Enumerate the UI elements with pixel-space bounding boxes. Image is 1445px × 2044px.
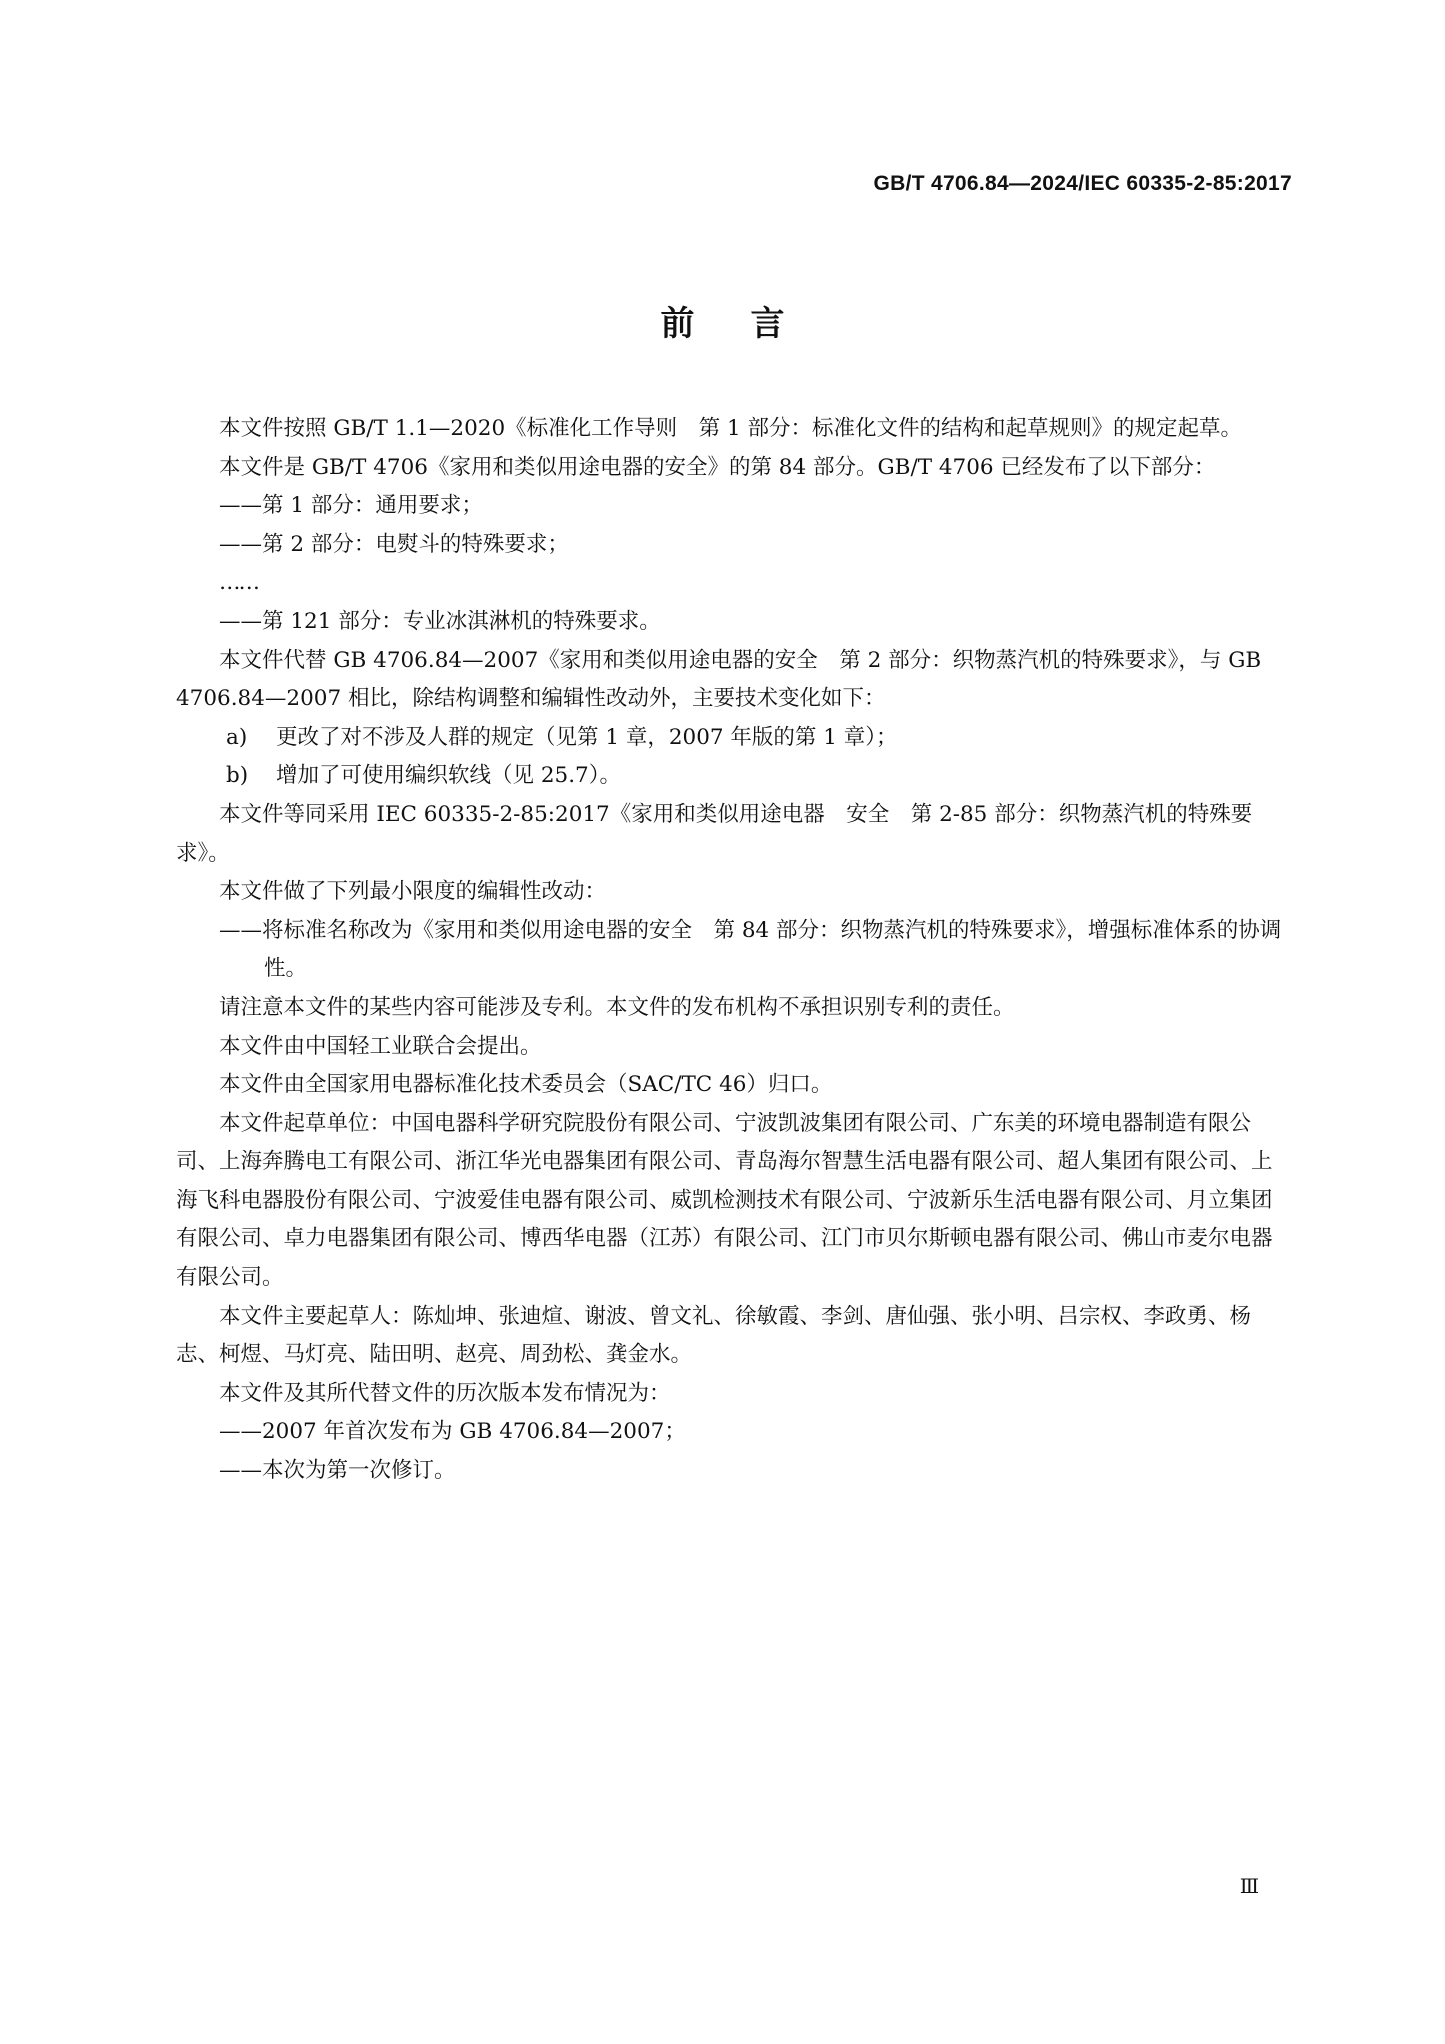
paragraph-drafting-basis: 本文件按照 GB/T 1.1—2020《标准化工作导则 第 1 部分：标准化文件的结构和起草规则》的规定起草。	[219, 416, 1242, 441]
change-item-text: 更改了对不涉及人群的规定（见第 1 章，2007 年版的第 1 章）；	[276, 724, 898, 750]
paragraph-replaces: 本文件代替 GB 4706.84—2007《家用和类似用途电器的安全 第 2 部分：织物蒸汽机的特殊要求》，与 GB 4706.84—2007 相比，除结构调整和编辑性改动外，主要技术变化如下：	[176, 647, 1262, 712]
list-ellipsis: ……	[219, 570, 258, 596]
change-item-b	[176, 757, 1292, 796]
paragraph-drafters: 本文件主要起草人：陈灿坤、张迪煊、谢波、曾文礼、徐敏霞、李剑、唐仙强、张小明、吕宗权、李政勇、杨志、柯煜、马灯亮、陆田明、赵亮、周劲松、龚金水。	[176, 1303, 1252, 1368]
change-item-a	[176, 719, 1292, 758]
list-item-history-current: ——本次为第一次修订。	[219, 1458, 456, 1484]
list-item-title-change: ——将标准名称改为《家用和类似用途电器的安全 第 84 部分：织物蒸汽机的特殊要求》，增强标准体系的协调性。	[219, 917, 1282, 982]
foreword-body	[176, 410, 1292, 1491]
paragraph-identical-adoption: 本文件等同采用 IEC 60335-2-85:2017《家用和类似用途电器 安全 第 2-85 部分：织物蒸汽机的特殊要求》。	[176, 801, 1253, 866]
change-item-text: 增加了可使用编织软线（见 25.7）。	[276, 763, 621, 789]
paragraph-proposed-by: 本文件由中国轻工业联合会提出。	[219, 1033, 542, 1059]
paragraph-series-part: 本文件是 GB/T 4706《家用和类似用途电器的安全》的第 84 部分。GB/T 4706 已经发布了以下部分：	[219, 454, 1216, 480]
paragraph-technical-committee: 本文件由全国家用电器标准化技术委员会（SAC/TC 46）归口。	[219, 1072, 833, 1098]
list-item-part-121: ——第 121 部分：专业冰淇淋机的特殊要求。	[219, 608, 661, 634]
document-number-header: GB/T 4706.84—2024/IEC 60335-2-85:2017	[873, 172, 1292, 195]
paragraph-editorial-changes: 本文件做了下列最小限度的编辑性改动：	[219, 879, 607, 905]
list-item-part-2: ——第 2 部分：电熨斗的特殊要求；	[219, 531, 569, 557]
paragraph-patent-notice: 请注意本文件的某些内容可能涉及专利。本文件的发布机构不承担识别专利的责任。	[219, 994, 1015, 1020]
list-item-history-2007: ——2007 年首次发布为 GB 4706.84—2007；	[219, 1419, 686, 1445]
paragraph-drafting-units: 本文件起草单位：中国电器科学研究院股份有限公司、宁波凯波集团有限公司、广东美的环境电器制造有限公司、上海奔腾电工有限公司、浙江华光电器集团有限公司、青岛海尔智慧生活电器有限公司、超人集团有限公司、上海飞科电器股份有限公司、宁波爱佳电器有限公司、威凯检测技术有限公司、宁波新乐生活电器有限公司、月立集团有限公司、卓力电器集团有限公司、博西华电器（江苏）有限公司、江门市贝尔斯顿电器有限公司、佛山市麦尔电器有限公司。	[176, 1110, 1273, 1291]
change-item-label: a)	[226, 724, 248, 750]
list-item-part-1: ——第 1 部分：通用要求；	[219, 493, 483, 519]
change-item-label: b)	[226, 763, 249, 789]
page-title: 前言	[660, 304, 841, 344]
paragraph-history: 本文件及其所代替文件的历次版本发布情况为：	[219, 1380, 671, 1406]
page-number: Ⅲ	[1239, 1874, 1259, 1898]
